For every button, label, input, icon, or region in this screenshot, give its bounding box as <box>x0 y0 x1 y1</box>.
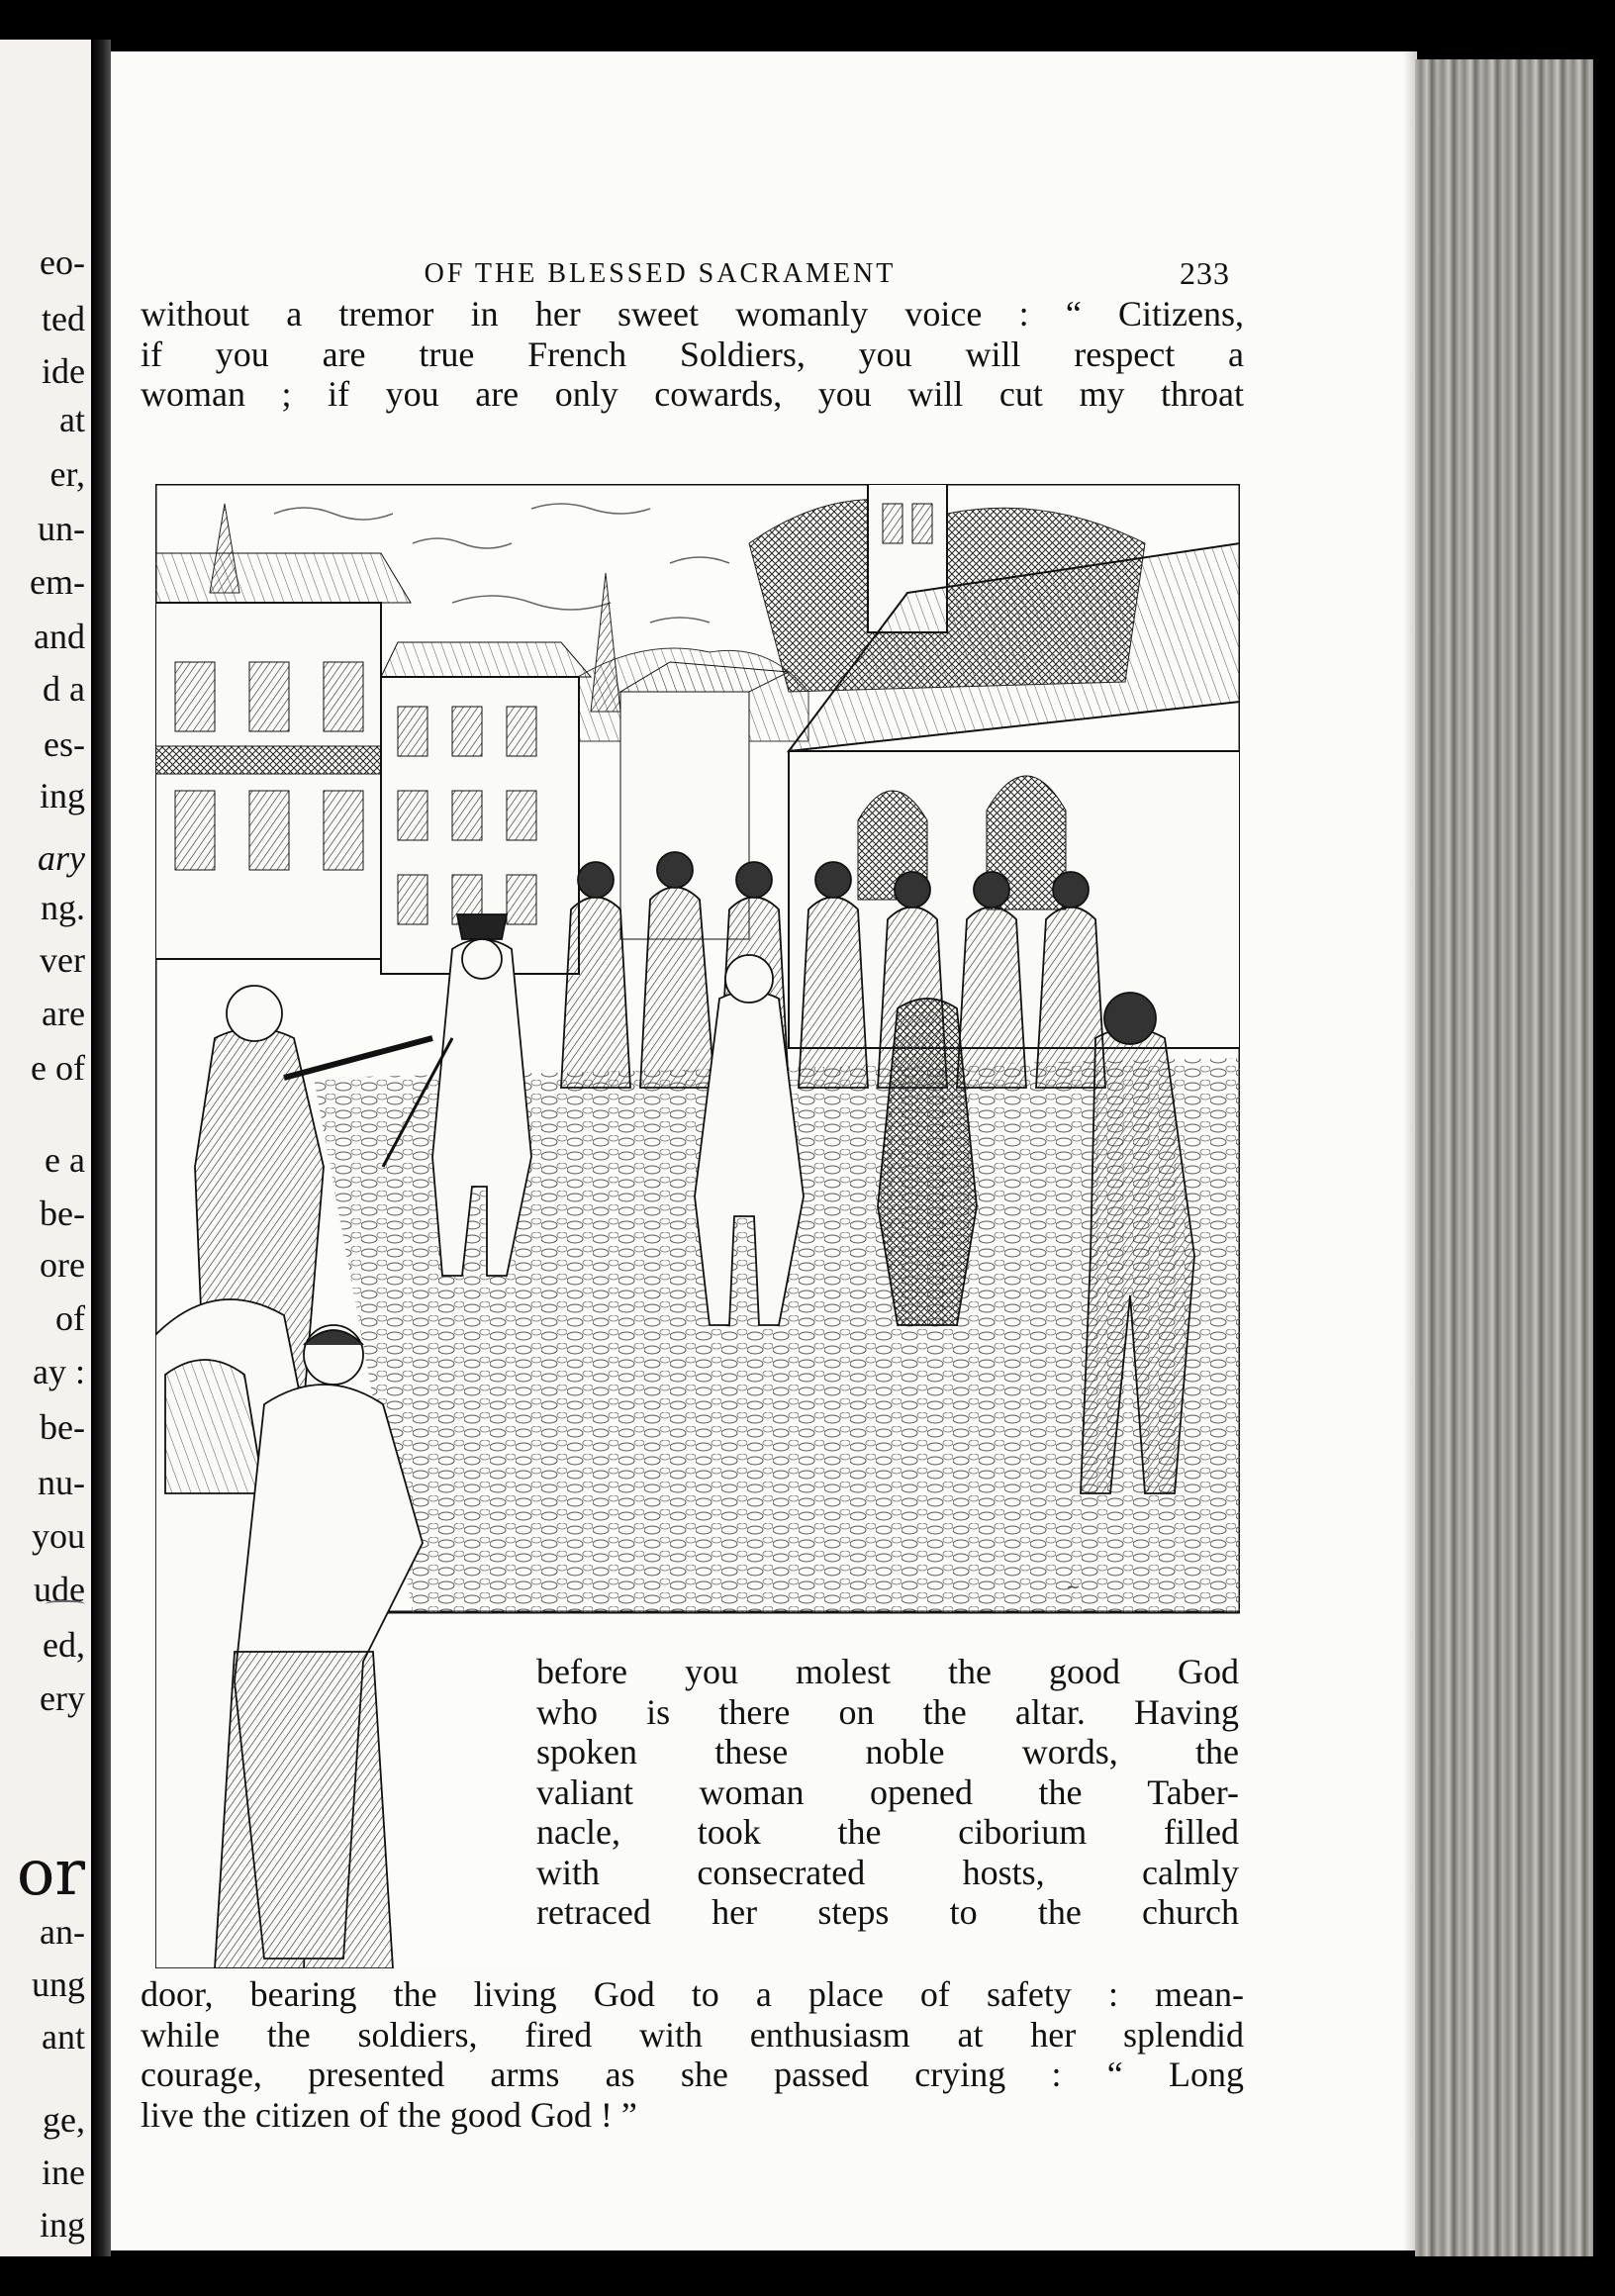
left-page-fragment: are <box>42 994 85 1033</box>
text-line: nacle, took the ciborium filled <box>536 1812 1239 1852</box>
paragraph-right <box>536 1652 1239 1933</box>
left-page-fragment: ed, <box>43 1625 85 1665</box>
paragraph-top <box>141 294 1244 415</box>
page-number: 233 <box>1180 255 1230 291</box>
text-line: without a tremor in her sweet womanly voice : “ Citizens, <box>141 294 1244 334</box>
left-page-fragment: ore <box>40 1245 85 1285</box>
left-page-fragment: ude <box>34 1570 85 1609</box>
left-page-fragment: ine <box>42 2152 85 2192</box>
left-page-fragment: ing <box>39 2205 85 2245</box>
left-page-fragment: er, <box>49 454 85 494</box>
left-page-fragment: e of <box>31 1048 85 1088</box>
left-page-fragment: an- <box>40 1912 85 1952</box>
left-page-fragment: be- <box>40 1407 85 1447</box>
artist-signature: ~ <box>1066 1577 1082 1597</box>
left-page-fragment: ng. <box>41 888 85 927</box>
left-facing-page <box>0 40 91 2256</box>
left-page-fragment: nu- <box>38 1463 85 1502</box>
text-line: courage, presented arms as she passed crying : “ Long <box>141 2055 1244 2094</box>
left-page-fragment: of <box>55 1298 85 1338</box>
left-page-fragment: un- <box>38 509 85 548</box>
left-page-fragment: ery <box>40 1678 85 1718</box>
left-page-fragment: or <box>16 1837 85 1910</box>
paragraph-bottom <box>141 1974 1244 2135</box>
running-head: OF THE BLESSED SACRAMENT <box>424 258 897 289</box>
text-line: spoken these noble words, the <box>536 1732 1239 1771</box>
text-line: with consecrated hosts, calmly <box>536 1852 1239 1892</box>
text-line: valiant woman opened the Taber- <box>536 1771 1239 1812</box>
text-line: retraced her steps to the church <box>536 1892 1239 1932</box>
left-page-fragment: ung <box>32 1964 85 2004</box>
left-page-fragment: eo- <box>40 242 85 282</box>
left-page-fragment: you <box>32 1516 85 1556</box>
text-line: while the soldiers, fired with enthusiasm at her splendid <box>141 2014 1244 2055</box>
left-page-fragment: and <box>34 617 85 656</box>
book-page-edges <box>1415 59 1593 2256</box>
left-page-fragment: ver <box>40 940 85 980</box>
left-page-fragment: d a <box>43 669 85 709</box>
text-line: before you molest the good God <box>536 1652 1239 1691</box>
left-page-fragment: em- <box>30 562 85 602</box>
book-page <box>111 51 1415 2250</box>
left-page-fragment: at <box>59 400 85 439</box>
text-line: door, bearing the living God to a place of safety : mean- <box>141 1974 1244 2014</box>
left-page-fragment: ing <box>39 776 85 815</box>
left-page-fragment: ant <box>42 2017 85 2057</box>
left-page-fragment: be- <box>40 1194 85 1233</box>
left-page-fragment: ary <box>38 838 85 878</box>
ornament-divider <box>46 1600 85 1610</box>
text-line: woman ; if you are only cowards, you will cut my throat <box>141 374 1244 414</box>
left-page-fragment: ay : <box>33 1352 85 1391</box>
text-line: if you are true French Soldiers, you will respect a <box>141 334 1244 374</box>
left-page-fragment: ted <box>42 299 85 338</box>
left-page-fragment: e a <box>45 1140 85 1180</box>
left-page-fragment: es- <box>44 724 85 764</box>
text-line: who is there on the altar. Having <box>536 1691 1239 1732</box>
text-line: live the citizen of the good God ! ” <box>141 2094 637 2135</box>
left-page-fragment: ge, <box>43 2100 85 2140</box>
left-page-fragment: ide <box>42 351 85 391</box>
book-gutter <box>91 40 111 2256</box>
